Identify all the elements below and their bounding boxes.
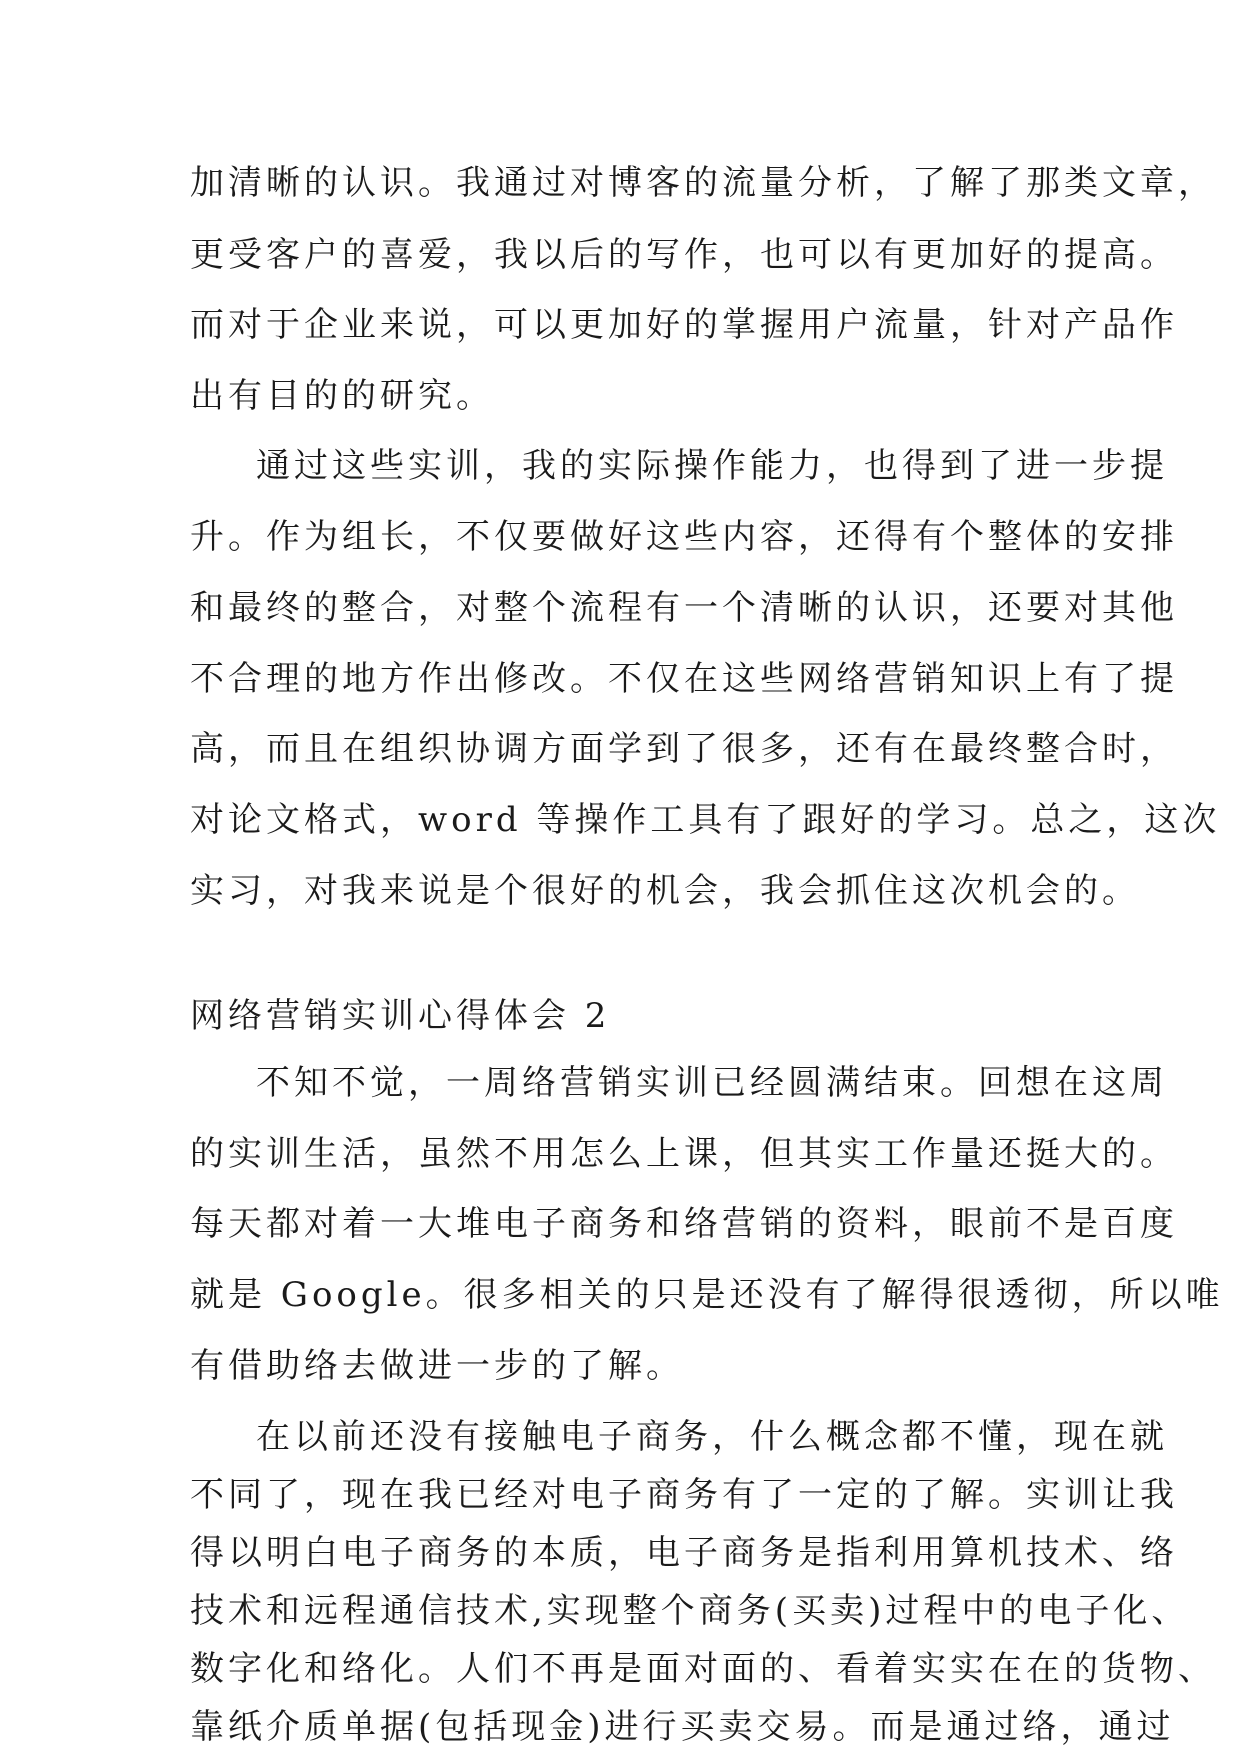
paragraph-line: 对论文格式，word 等操作工具有了跟好的学习。总之，这次 — [190, 800, 1221, 840]
paragraph-line: 出有目的的研究。 — [190, 376, 494, 416]
paragraph-line: 技术和远程通信技术,实现整个商务(买卖)过程中的电子化、 — [190, 1591, 1190, 1631]
paragraph-line: 加清晰的认识。我通过对博客的流量分析，了解了那类文章， — [190, 163, 1216, 203]
paragraph-line: 高，而且在组织协调方面学到了很多，还有在最终整合时， — [190, 729, 1178, 769]
paragraph-line: 和最终的整合，对整个流程有一个清晰的认识，还要对其他 — [190, 588, 1178, 628]
paragraph-line: 通过这些实训，我的实际操作能力，也得到了进一步提 — [256, 446, 1168, 486]
paragraph-line: 不知不觉，一周络营销实训已经圆满结束。回想在这周 — [256, 1063, 1168, 1103]
paragraph-line: 实习，对我来说是个很好的机会，我会抓住这次机会的。 — [190, 871, 1140, 911]
paragraph-line: 而对于企业来说，可以更加好的掌握用户流量，针对产品作 — [190, 305, 1178, 345]
paragraph-line: 更受客户的喜爱，我以后的写作，也可以有更加好的提高。 — [190, 235, 1178, 275]
paragraph-line: 不同了，现在我已经对电子商务有了一定的了解。实训让我 — [190, 1475, 1178, 1515]
paragraph-line: 的实训生活，虽然不用怎么上课，但其实工作量还挺大的。 — [190, 1134, 1178, 1174]
paragraph-line: 在以前还没有接触电子商务，什么概念都不懂，现在就 — [256, 1417, 1168, 1457]
paragraph-line: 有借助络去做进一步的了解。 — [190, 1346, 684, 1386]
paragraph-line: 就是 Google。很多相关的只是还没有了解得很透彻，所以唯 — [190, 1275, 1224, 1315]
paragraph-line: 不合理的地方作出修改。不仅在这些网络营销知识上有了提 — [190, 659, 1178, 699]
paragraph-line: 数字化和络化。人们不再是面对面的、看着实实在在的货物、 — [190, 1649, 1216, 1689]
paragraph-line: 每天都对着一大堆电子商务和络营销的资料，眼前不是百度 — [190, 1204, 1178, 1244]
paragraph-line: 升。作为组长，不仅要做好这些内容，还得有个整体的安排 — [190, 517, 1178, 557]
section-heading: 网络营销实训心得体会 2 — [190, 996, 611, 1036]
paragraph-line: 得以明白电子商务的本质，电子商务是指利用算机技术、络 — [190, 1533, 1178, 1573]
paragraph-line: 靠纸介质单据(包括现金)进行买卖交易。而是通过络，通过 — [190, 1707, 1175, 1747]
